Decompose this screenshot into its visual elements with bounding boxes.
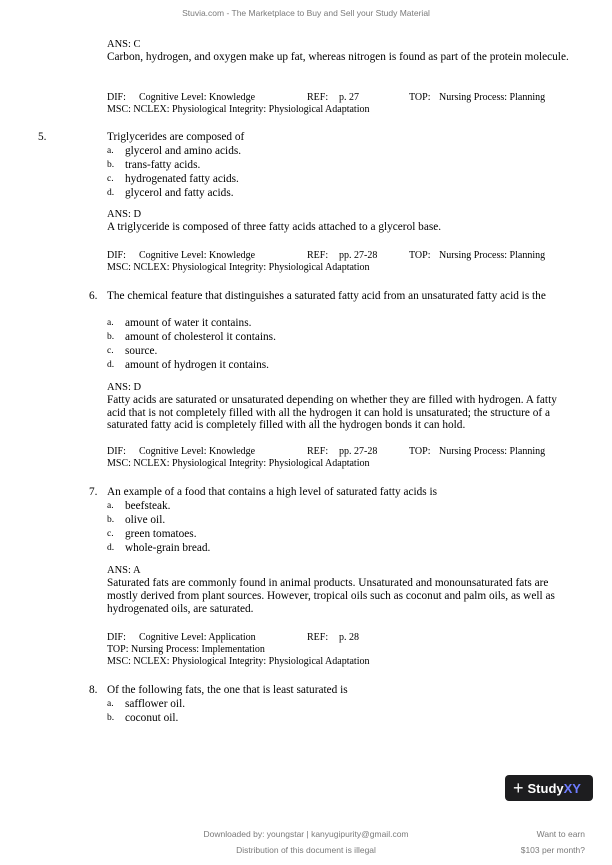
msc-line: MSC: NCLEX: Physiological Integrity: Physiological Adaptation: [107, 104, 370, 115]
option-letter: d.: [107, 543, 115, 553]
dif-value: Cognitive Level: Knowledge: [139, 92, 256, 103]
q6-number: 6.: [89, 290, 98, 302]
plus-icon: +: [513, 778, 524, 798]
page-header: Stuvia.com - The Marketplace to Buy and Sell your Study Material: [182, 8, 430, 18]
option-text: whole-grain bread.: [125, 542, 211, 554]
q5-stem: Triglycerides are composed of: [107, 131, 245, 143]
option-text: olive oil.: [125, 514, 166, 526]
option-a: [107, 499, 577, 513]
option-text: green tomatoes.: [125, 528, 197, 540]
q5-answer: ANS: D: [107, 209, 142, 220]
option-a: [107, 316, 577, 330]
q6-answer: ANS: D: [107, 382, 142, 393]
option-letter: b.: [107, 160, 115, 170]
q5-meta: [107, 250, 587, 274]
msc-line: MSC: NCLEX: Physiological Integrity: Physiological Adaptation: [107, 458, 370, 469]
option-b: [107, 158, 577, 172]
q8-number: 8.: [89, 684, 98, 696]
option-d: [107, 358, 577, 372]
msc-line: MSC: NCLEX: Physiological Integrity: Physiological Adaptation: [107, 656, 370, 667]
option-text: glycerol and amino acids.: [125, 145, 242, 157]
dif-label: DIF:: [107, 632, 126, 643]
studyxy-logo[interactable]: [505, 775, 593, 801]
option-d: [107, 186, 577, 200]
ref-label: REF:: [307, 92, 329, 103]
option-text: source.: [125, 345, 158, 357]
option-letter: a.: [107, 699, 114, 709]
option-b: [107, 711, 577, 725]
q7-options: [107, 499, 577, 555]
option-text: glycerol and fatty acids.: [125, 187, 234, 199]
top-line: TOP: Nursing Process: Implementation: [107, 644, 265, 655]
option-b: [107, 330, 577, 344]
option-letter: b.: [107, 332, 115, 342]
dif-value: Cognitive Level: Knowledge: [139, 446, 256, 457]
dif-label: DIF:: [107, 92, 126, 103]
q6-rationale: Fatty acids are saturated or unsaturated depending on whether they are filled with hydrogen. A fatty acid that is not completely filled with all the hydrogen it can hold is unsaturated; the structure of a saturated fatty acid is completely filled with all the hydrogen bonds it can hold.: [107, 394, 557, 431]
q7-meta: [107, 632, 587, 668]
footer-price[interactable]: $103 per month?: [520, 845, 585, 855]
ref-label: REF:: [307, 446, 329, 457]
q7-number: 7.: [89, 486, 98, 498]
option-d: [107, 541, 577, 555]
ref-value: p. 28: [339, 632, 359, 643]
option-letter: a.: [107, 146, 114, 156]
top-value: Nursing Process: Planning: [439, 446, 546, 457]
option-text: trans-fatty acids.: [125, 159, 201, 171]
msc-line: MSC: NCLEX: Physiological Integrity: Physiological Adaptation: [107, 262, 370, 273]
q6-options: [107, 316, 577, 372]
option-text: amount of cholesterol it contains.: [125, 331, 276, 343]
q4-rationale: Carbon, hydrogen, and oxygen make up fat, whereas nitrogen is found as part of the protein molecule.: [107, 51, 569, 63]
q8-stem: Of the following fats, the one that is least saturated is: [107, 684, 348, 696]
q4-answer: ANS: C: [107, 39, 141, 50]
option-text: coconut oil.: [125, 712, 179, 724]
top-value: Nursing Process: Planning: [439, 92, 546, 103]
q5-number: 5.: [38, 131, 47, 143]
dif-label: DIF:: [107, 446, 126, 457]
q5-options: [107, 144, 577, 200]
top-value: Nursing Process: Planning: [439, 250, 546, 261]
q6-stem: The chemical feature that distinguishes a saturated fatty acid from an unsaturated fatty acid is the: [107, 290, 546, 302]
logo-xy: XY: [563, 781, 581, 796]
q6-meta: [107, 446, 587, 470]
dif-value: Cognitive Level: Application: [139, 632, 256, 643]
option-letter: a.: [107, 501, 114, 511]
q4-meta: [107, 92, 587, 116]
top-label: TOP:: [409, 250, 431, 261]
q8-options: [107, 697, 577, 725]
option-c: [107, 527, 577, 541]
ref-value: pp. 27-28: [339, 250, 378, 261]
option-letter: c.: [107, 346, 114, 356]
ref-label: REF:: [307, 632, 329, 643]
logo-study: Study: [527, 781, 564, 796]
q5-rationale: A triglyceride is composed of three fatty acids attached to a glycerol base.: [107, 221, 442, 233]
dif-value: Cognitive Level: Knowledge: [139, 250, 256, 261]
footer-want-to-earn[interactable]: Want to earn: [536, 829, 585, 839]
footer-illegal: Distribution of this document is illegal: [236, 845, 376, 855]
option-letter: c.: [107, 529, 114, 539]
option-text: amount of water it contains.: [125, 317, 252, 329]
footer-downloaded: Downloaded by: youngstar | kanyugipurity@gmail.com: [203, 829, 409, 839]
dif-label: DIF:: [107, 250, 126, 261]
option-text: safflower oil.: [125, 698, 186, 710]
q7-answer: ANS: A: [107, 565, 141, 576]
option-letter: c.: [107, 174, 114, 184]
q7-stem: An example of a food that contains a high level of saturated fatty acids is: [107, 486, 438, 498]
option-a: [107, 697, 577, 711]
q7-rationale: Saturated fats are commonly found in animal products. Unsaturated and monounsaturated fats are mostly derived from plant sources. However, tropical oils such as coconut and palm oils, as well as hydrogenated oils, are saturated.: [107, 577, 555, 615]
option-b: [107, 513, 577, 527]
option-letter: a.: [107, 318, 114, 328]
option-letter: b.: [107, 713, 115, 723]
top-label: TOP:: [409, 92, 431, 103]
top-label: TOP:: [409, 446, 431, 457]
option-letter: d.: [107, 188, 115, 198]
option-c: [107, 172, 577, 186]
option-text: amount of hydrogen it contains.: [125, 359, 270, 371]
option-c: [107, 344, 577, 358]
option-a: [107, 144, 577, 158]
option-letter: b.: [107, 515, 115, 525]
ref-value: p. 27: [339, 92, 359, 103]
option-text: beefsteak.: [125, 500, 171, 512]
ref-value: pp. 27-28: [339, 446, 378, 457]
ref-label: REF:: [307, 250, 329, 261]
option-text: hydrogenated fatty acids.: [125, 173, 239, 185]
option-letter: d.: [107, 360, 115, 370]
